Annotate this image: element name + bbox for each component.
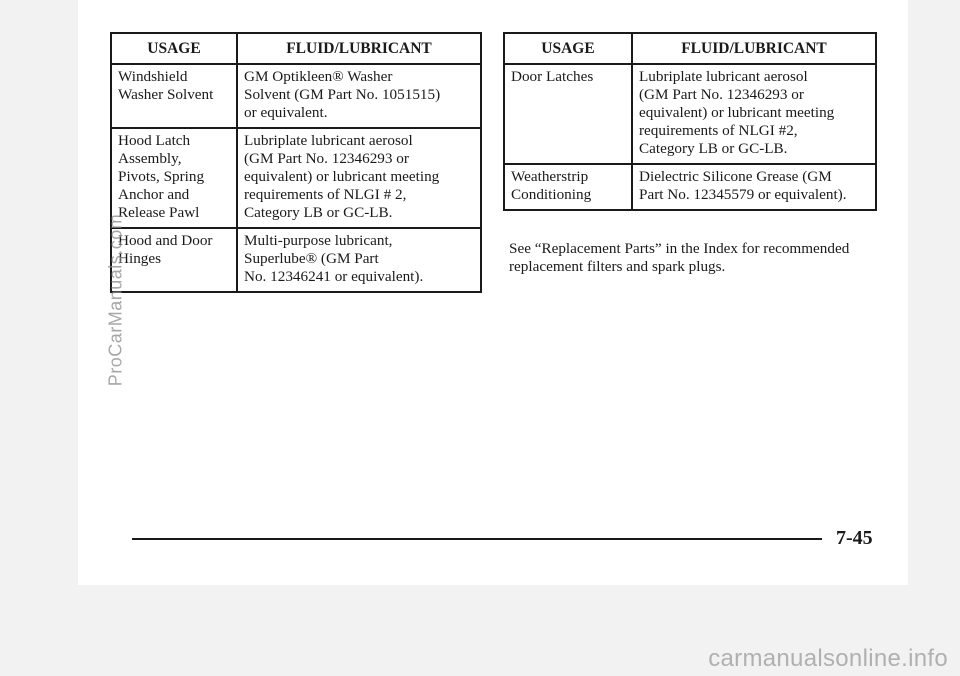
table-row [504,64,876,164]
fluid-line: Solvent (GM Part No. 1051515) [244,86,441,103]
fluid-line: No. 12346241 or equivalent). [244,268,424,285]
fluid-line: Superlube® (GM Part [244,250,379,267]
usage-cell [504,164,632,210]
usage-line: Pivots, Spring [118,168,205,185]
usage-line: Hood Latch [118,132,191,149]
table-header-row [504,33,876,64]
usage-line: Door Latches [511,68,594,85]
replacement-parts-note: See “Replacement Parts” in the Index for recommended replacement filters and spark plugs. [509,240,850,276]
fluid-line: requirements of NLGI # 2, [244,186,407,203]
fluid-cell [237,228,481,292]
fluid-line: Category LB or GC-LB. [639,140,788,157]
header-usage: USAGE [504,33,632,64]
lubricant-table-left [110,32,482,293]
fluid-line: equivalent) or lubricant meeting [244,168,440,185]
usage-cell [504,64,632,164]
lubricant-table-right [503,32,877,211]
fluid-line: Lubriplate lubricant aerosol [639,68,808,85]
watermark [96,140,136,460]
fluid-line: (GM Part No. 12346293 or [639,86,804,103]
usage-line: Hinges [118,250,162,267]
fluid-cell [632,64,876,164]
table-row [111,228,481,292]
fluid-line: requirements of NLGI #2, [639,122,798,139]
footer-site-text: carmanualsonline.info [708,645,948,672]
watermark-text: ProCarManuals.com [105,213,126,387]
fluid-cell [632,164,876,210]
fluid-line: equivalent) or lubricant meeting [639,104,835,121]
header-usage: USAGE [111,33,237,64]
usage-line: Assembly, [118,150,182,167]
fluid-line: Lubriplate lubricant aerosol [244,132,413,149]
usage-line: Release Pawl [118,204,200,221]
table-row [111,64,481,128]
fluid-line: Multi-purpose lubricant, [244,232,393,249]
page-number: 7-45 [836,527,873,549]
fluid-line: GM Optikleen® Washer [244,68,393,85]
usage-line: Weatherstrip [511,168,589,185]
fluid-line: Part No. 12345579 or equivalent). [639,186,847,203]
fluid-line: or equivalent. [244,104,328,121]
header-fluid-lubricant: FLUID/LUBRICANT [632,33,876,64]
table-row [111,128,481,228]
header-fluid-lubricant: FLUID/LUBRICANT [237,33,481,64]
footer-rule [132,538,822,540]
usage-cell [111,64,237,128]
usage-line: Windshield [118,68,188,85]
fluid-line: (GM Part No. 12346293 or [244,150,409,167]
usage-line: Anchor and [118,186,190,203]
fluid-cell [237,128,481,228]
fluid-line: Dielectric Silicone Grease (GM [639,168,832,185]
fluid-cell [237,64,481,128]
table-header-row [111,33,481,64]
table-row [504,164,876,210]
usage-line: Conditioning [511,186,592,203]
usage-line: Hood and Door [118,232,213,249]
usage-line: Washer Solvent [118,86,214,103]
fluid-line: Category LB or GC-LB. [244,204,393,221]
